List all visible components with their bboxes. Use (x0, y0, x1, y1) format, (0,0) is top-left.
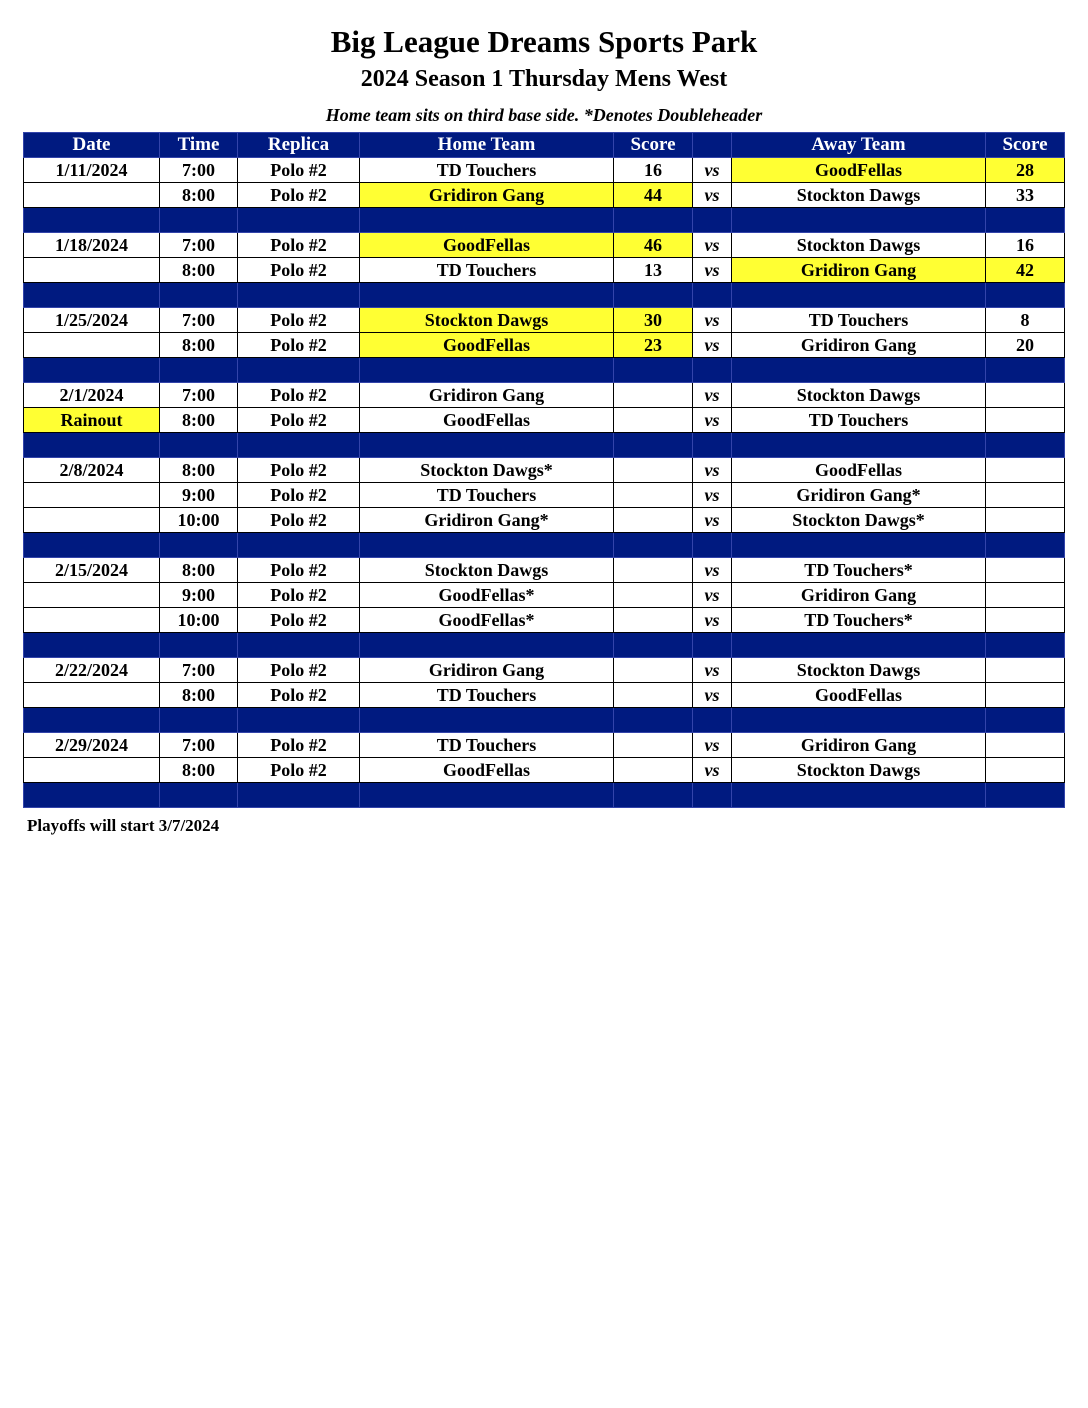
date-cell: 1/11/2024 (24, 158, 160, 183)
date-cell (24, 183, 160, 208)
page-subtitle: 2024 Season 1 Thursday Mens West (360, 66, 728, 92)
vs-cell: vs (693, 583, 732, 608)
replica-cell: Polo #2 (238, 458, 360, 483)
separator-cell (24, 208, 160, 233)
home-team-cell: Stockton Dawgs (360, 308, 614, 333)
replica-cell: Polo #2 (238, 558, 360, 583)
table-row (24, 733, 1065, 758)
home-team-cell: GoodFellas* (360, 583, 614, 608)
home-score-cell (614, 583, 693, 608)
separator-cell (693, 283, 732, 308)
date-cell: 2/29/2024 (24, 733, 160, 758)
away-score-cell (986, 483, 1065, 508)
vs-cell: vs (693, 558, 732, 583)
separator-row (24, 633, 1065, 658)
schedule-table (23, 132, 1065, 808)
separator-cell (614, 633, 693, 658)
separator-cell (360, 208, 614, 233)
separator-cell (614, 708, 693, 733)
time-cell: 9:00 (160, 583, 238, 608)
replica-cell: Polo #2 (238, 683, 360, 708)
table-row (24, 383, 1065, 408)
column-header-time: Time (160, 133, 238, 158)
date-cell (24, 258, 160, 283)
column-header-vs (693, 133, 732, 158)
time-cell: 8:00 (160, 683, 238, 708)
home-score-cell (614, 658, 693, 683)
vs-cell: vs (693, 408, 732, 433)
home-team-cell: Gridiron Gang* (360, 508, 614, 533)
time-cell: 8:00 (160, 183, 238, 208)
home-team-cell: Stockton Dawgs (360, 558, 614, 583)
separator-row (24, 708, 1065, 733)
separator-cell (986, 358, 1065, 383)
time-cell: 7:00 (160, 233, 238, 258)
date-cell: 2/22/2024 (24, 658, 160, 683)
separator-cell (614, 433, 693, 458)
home-score-cell: 16 (614, 158, 693, 183)
separator-cell (693, 708, 732, 733)
away-score-cell (986, 658, 1065, 683)
separator-cell (986, 783, 1065, 808)
separator-cell (986, 708, 1065, 733)
table-row (24, 508, 1065, 533)
home-score-cell: 44 (614, 183, 693, 208)
separator-row (24, 208, 1065, 233)
away-score-cell (986, 558, 1065, 583)
time-cell: 8:00 (160, 408, 238, 433)
separator-cell (24, 783, 160, 808)
column-header-date: Date (24, 133, 160, 158)
time-cell: 7:00 (160, 158, 238, 183)
separator-cell (160, 533, 238, 558)
vs-cell: vs (693, 733, 732, 758)
away-score-cell (986, 408, 1065, 433)
home-team-cell: TD Touchers (360, 158, 614, 183)
column-header-replica: Replica (238, 133, 360, 158)
home-score-cell (614, 608, 693, 633)
replica-cell: Polo #2 (238, 733, 360, 758)
away-score-cell: 16 (986, 233, 1065, 258)
away-score-cell: 20 (986, 333, 1065, 358)
separator-row (24, 783, 1065, 808)
table-row (24, 233, 1065, 258)
vs-cell: vs (693, 458, 732, 483)
away-team-cell: Gridiron Gang* (732, 483, 986, 508)
separator-cell (160, 708, 238, 733)
table-row (24, 258, 1065, 283)
date-cell (24, 583, 160, 608)
separator-cell (238, 708, 360, 733)
away-score-cell: 42 (986, 258, 1065, 283)
separator-cell (732, 433, 986, 458)
separator-cell (160, 208, 238, 233)
separator-cell (360, 283, 614, 308)
date-cell (24, 333, 160, 358)
vs-cell: vs (693, 308, 732, 333)
vs-cell: vs (693, 758, 732, 783)
replica-cell: Polo #2 (238, 483, 360, 508)
date-cell (24, 508, 160, 533)
away-team-cell: Stockton Dawgs (732, 183, 986, 208)
column-header-home-score: Score (614, 133, 693, 158)
separator-cell (160, 633, 238, 658)
time-cell: 9:00 (160, 483, 238, 508)
separator-cell (614, 358, 693, 383)
vs-cell: vs (693, 183, 732, 208)
vs-cell: vs (693, 258, 732, 283)
date-cell: 2/8/2024 (24, 458, 160, 483)
table-row (24, 758, 1065, 783)
replica-cell: Polo #2 (238, 383, 360, 408)
replica-cell: Polo #2 (238, 308, 360, 333)
home-score-cell (614, 408, 693, 433)
separator-cell (732, 358, 986, 383)
separator-cell (24, 358, 160, 383)
table-row (24, 483, 1065, 508)
separator-cell (693, 533, 732, 558)
separator-cell (732, 708, 986, 733)
table-row (24, 658, 1065, 683)
date-cell (24, 608, 160, 633)
away-score-cell (986, 383, 1065, 408)
separator-cell (24, 533, 160, 558)
schedule-body (24, 158, 1065, 808)
separator-cell (986, 283, 1065, 308)
home-score-cell: 46 (614, 233, 693, 258)
away-score-cell (986, 608, 1065, 633)
separator-cell (360, 358, 614, 383)
replica-cell: Polo #2 (238, 333, 360, 358)
date-cell: 2/15/2024 (24, 558, 160, 583)
vs-cell: vs (693, 608, 732, 633)
separator-cell (360, 783, 614, 808)
table-row (24, 558, 1065, 583)
separator-cell (160, 358, 238, 383)
replica-cell: Polo #2 (238, 233, 360, 258)
home-team-cell: GoodFellas* (360, 608, 614, 633)
vs-cell: vs (693, 158, 732, 183)
separator-cell (360, 433, 614, 458)
away-team-cell: Gridiron Gang (732, 333, 986, 358)
home-team-cell: TD Touchers (360, 483, 614, 508)
separator-cell (24, 708, 160, 733)
table-row (24, 333, 1065, 358)
away-score-cell: 28 (986, 158, 1065, 183)
separator-cell (693, 208, 732, 233)
table-header-row (24, 133, 1065, 158)
table-row (24, 583, 1065, 608)
replica-cell: Polo #2 (238, 758, 360, 783)
home-team-cell: TD Touchers (360, 258, 614, 283)
home-team-cell: GoodFellas (360, 758, 614, 783)
vs-cell: vs (693, 683, 732, 708)
separator-cell (986, 533, 1065, 558)
replica-cell: Polo #2 (238, 608, 360, 633)
separator-cell (238, 358, 360, 383)
replica-cell: Polo #2 (238, 258, 360, 283)
table-row (24, 408, 1065, 433)
separator-cell (238, 783, 360, 808)
separator-row (24, 533, 1065, 558)
replica-cell: Polo #2 (238, 158, 360, 183)
away-team-cell: Stockton Dawgs (732, 233, 986, 258)
separator-cell (693, 433, 732, 458)
separator-cell (238, 283, 360, 308)
separator-cell (24, 433, 160, 458)
home-score-cell: 13 (614, 258, 693, 283)
away-team-cell: Gridiron Gang (732, 258, 986, 283)
home-team-cell: GoodFellas (360, 333, 614, 358)
home-team-cell: GoodFellas (360, 233, 614, 258)
away-team-cell: GoodFellas (732, 683, 986, 708)
home-team-cell: TD Touchers (360, 683, 614, 708)
time-cell: 7:00 (160, 733, 238, 758)
separator-cell (160, 433, 238, 458)
away-team-cell: TD Touchers* (732, 558, 986, 583)
time-cell: 7:00 (160, 308, 238, 333)
time-cell: 10:00 (160, 508, 238, 533)
separator-cell (238, 208, 360, 233)
table-row (24, 183, 1065, 208)
separator-cell (693, 633, 732, 658)
away-score-cell (986, 583, 1065, 608)
home-team-cell: Gridiron Gang (360, 383, 614, 408)
column-header-home-team: Home Team (360, 133, 614, 158)
away-score-cell (986, 683, 1065, 708)
separator-cell (160, 283, 238, 308)
home-team-cell: Gridiron Gang (360, 183, 614, 208)
separator-row (24, 433, 1065, 458)
home-score-cell (614, 758, 693, 783)
separator-cell (732, 283, 986, 308)
separator-cell (360, 533, 614, 558)
separator-cell (732, 208, 986, 233)
separator-cell (614, 533, 693, 558)
time-cell: 8:00 (160, 758, 238, 783)
home-score-cell (614, 508, 693, 533)
separator-cell (24, 283, 160, 308)
separator-cell (614, 283, 693, 308)
column-header-away-score: Score (986, 133, 1065, 158)
home-score-cell (614, 558, 693, 583)
home-score-cell (614, 383, 693, 408)
separator-cell (238, 433, 360, 458)
table-row (24, 158, 1065, 183)
away-team-cell: Stockton Dawgs (732, 758, 986, 783)
away-team-cell: Stockton Dawgs (732, 658, 986, 683)
date-cell: 1/18/2024 (24, 233, 160, 258)
page-title: Big League Dreams Sports Park (330, 24, 758, 59)
home-team-cell: Gridiron Gang (360, 658, 614, 683)
table-row (24, 308, 1065, 333)
replica-cell: Polo #2 (238, 508, 360, 533)
home-score-cell (614, 733, 693, 758)
away-team-cell: GoodFellas (732, 158, 986, 183)
column-header-away-team: Away Team (732, 133, 986, 158)
home-score-cell (614, 483, 693, 508)
schedule-note: Home team sits on third base side. *Denotes Doubleheader (325, 105, 763, 125)
vs-cell: vs (693, 658, 732, 683)
home-score-cell (614, 458, 693, 483)
separator-cell (693, 783, 732, 808)
separator-cell (360, 708, 614, 733)
home-score-cell (614, 683, 693, 708)
vs-cell: vs (693, 483, 732, 508)
date-cell (24, 758, 160, 783)
time-cell: 8:00 (160, 458, 238, 483)
home-team-cell: TD Touchers (360, 733, 614, 758)
separator-cell (732, 533, 986, 558)
separator-cell (238, 633, 360, 658)
vs-cell: vs (693, 233, 732, 258)
vs-cell: vs (693, 508, 732, 533)
away-team-cell: TD Touchers* (732, 608, 986, 633)
table-row (24, 683, 1065, 708)
separator-cell (238, 533, 360, 558)
separator-cell (693, 358, 732, 383)
away-score-cell (986, 458, 1065, 483)
date-cell (24, 683, 160, 708)
separator-row (24, 283, 1065, 308)
replica-cell: Polo #2 (238, 658, 360, 683)
away-team-cell: Stockton Dawgs* (732, 508, 986, 533)
separator-cell (986, 208, 1065, 233)
time-cell: 10:00 (160, 608, 238, 633)
home-score-cell: 23 (614, 333, 693, 358)
away-team-cell: GoodFellas (732, 458, 986, 483)
time-cell: 8:00 (160, 558, 238, 583)
home-team-cell: Stockton Dawgs* (360, 458, 614, 483)
separator-cell (614, 208, 693, 233)
away-team-cell: TD Touchers (732, 308, 986, 333)
date-cell (24, 483, 160, 508)
time-cell: 7:00 (160, 383, 238, 408)
date-cell: Rainout (24, 408, 160, 433)
date-cell: 2/1/2024 (24, 383, 160, 408)
playoffs-note: Playoffs will start 3/7/2024 (27, 816, 220, 835)
table-row (24, 608, 1065, 633)
separator-cell (986, 633, 1065, 658)
separator-cell (360, 633, 614, 658)
replica-cell: Polo #2 (238, 408, 360, 433)
time-cell: 8:00 (160, 333, 238, 358)
away-score-cell: 33 (986, 183, 1065, 208)
away-score-cell (986, 508, 1065, 533)
separator-cell (24, 633, 160, 658)
vs-cell: vs (693, 383, 732, 408)
vs-cell: vs (693, 333, 732, 358)
separator-cell (732, 783, 986, 808)
table-row (24, 458, 1065, 483)
home-score-cell: 30 (614, 308, 693, 333)
separator-cell (614, 783, 693, 808)
time-cell: 8:00 (160, 258, 238, 283)
away-team-cell: Gridiron Gang (732, 733, 986, 758)
away-score-cell (986, 733, 1065, 758)
date-cell: 1/25/2024 (24, 308, 160, 333)
away-score-cell: 8 (986, 308, 1065, 333)
away-team-cell: Gridiron Gang (732, 583, 986, 608)
replica-cell: Polo #2 (238, 183, 360, 208)
separator-cell (986, 433, 1065, 458)
away-score-cell (986, 758, 1065, 783)
time-cell: 7:00 (160, 658, 238, 683)
replica-cell: Polo #2 (238, 583, 360, 608)
home-team-cell: GoodFellas (360, 408, 614, 433)
away-team-cell: TD Touchers (732, 408, 986, 433)
away-team-cell: Stockton Dawgs (732, 383, 986, 408)
separator-row (24, 358, 1065, 383)
separator-cell (160, 783, 238, 808)
separator-cell (732, 633, 986, 658)
